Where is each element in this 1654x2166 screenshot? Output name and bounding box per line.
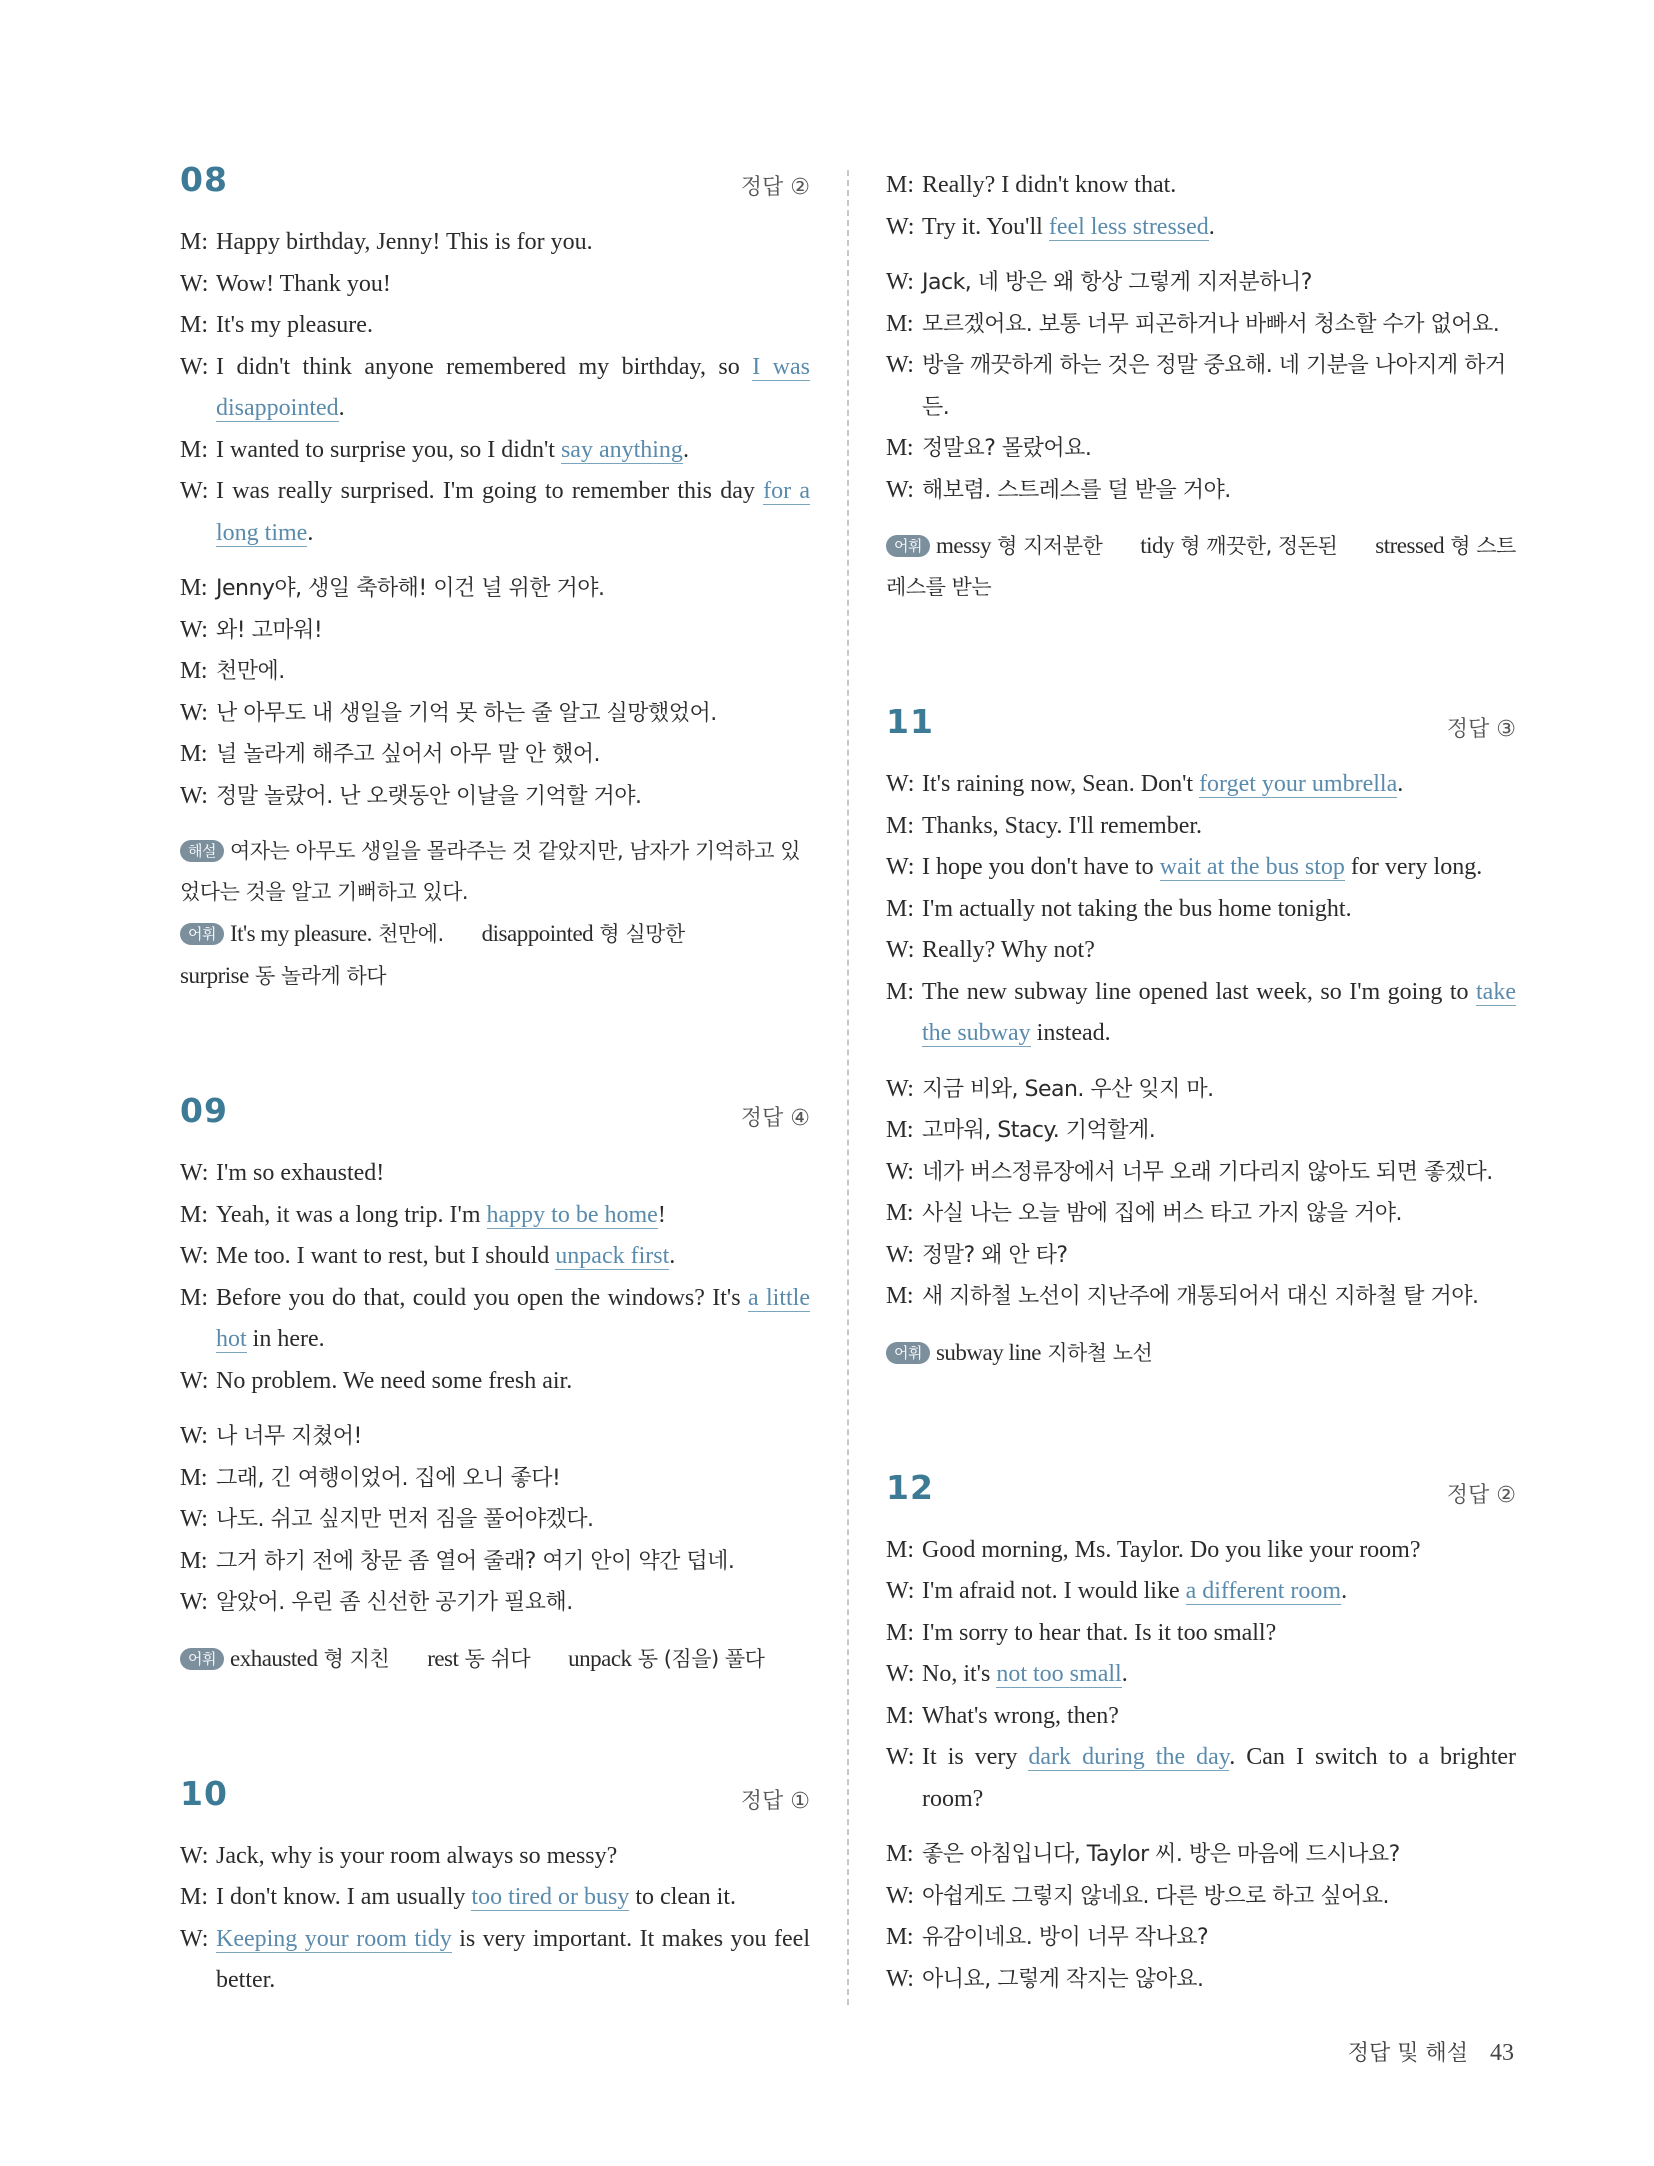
- dialogue-line: W: I was really surprised. I'm going to remember this day for a long time.: [180, 478, 811, 546]
- vocab-tag: 어휘: [180, 1648, 224, 1670]
- answer-key: 정답 ②: [740, 175, 810, 200]
- fill-in-blank: I was disappointed: [216, 353, 810, 421]
- question-10: [180, 1774, 810, 2002]
- translation-line: W: 네가 버스정류장에서 너무 오래 기다리지 않아도 되면 좋겠다.: [886, 1158, 1493, 1185]
- dialogue-line: M: I'm sorry to hear that. Is it too small?: [886, 1619, 1277, 1646]
- dialogue-line: M: I don't know. I am usually too tired or busy to clean it.: [180, 1884, 737, 1910]
- dialogue-line: W: I'm afraid not. I would like a different room.: [886, 1578, 1348, 1604]
- question-08: [180, 160, 810, 997]
- translation-line: W: 나도. 쉬고 싶지만 먼저 짐을 풀어야겠다.: [180, 1506, 594, 1532]
- fill-in-blank: not too small: [996, 1661, 1122, 1687]
- fill-in-blank: forget your umbrella: [1199, 771, 1398, 797]
- dialogue-line: W: Keeping your room tidy is very important. It makes you feel better.: [180, 1925, 810, 1993]
- translation-line: M: 그거 하기 전에 창문 좀 열어 줄래? 여기 안이 약간 덥네.: [180, 1547, 735, 1574]
- vocabulary: 어휘 subway line 지하철 노선: [886, 1332, 1516, 1374]
- fill-in-blank: too tired or busy: [471, 1884, 630, 1910]
- translation-line: M: 좋은 아침입니다, Taylor 씨. 방은 마음에 드시나요?: [886, 1841, 1400, 1867]
- dialogue-line: W: I'm so exhausted!: [180, 1160, 385, 1186]
- answer-key: 정답 ②: [1446, 1482, 1516, 1508]
- translation-line: W: 지금 비와, Sean. 우산 잊지 마.: [886, 1075, 1214, 1102]
- dialogue-line: M: Really? I didn't know that.: [886, 172, 1177, 198]
- dialogue-line: M: Happy birthday, Jenny! This is for you.: [180, 229, 593, 255]
- translation-line: W: 방을 깨끗하게 하는 것은 정말 중요해. 네 기분을 나아지게 하거든.: [886, 352, 1506, 420]
- dialogue-line: W: It's raining now, Sean. Don't forget your umbrella.: [886, 771, 1404, 797]
- dialogue-line: W: I hope you don't have to wait at the bus stop for very long.: [886, 854, 1483, 880]
- translation-line: M: 정말요? 몰랐어요.: [886, 435, 1092, 461]
- answer-key: 정답 ④: [740, 1106, 810, 1131]
- vocabulary: 어휘 messy 형 지저분한 tidy 형 깨끗한, 정돈된 stressed 형 스트레스를 받는: [886, 533, 1516, 599]
- dialogue-line: M: Thanks, Stacy. I'll remember.: [886, 812, 1203, 839]
- question-12: [886, 1468, 1516, 2001]
- dialogue-line: W: It is very dark during the day. Can I switch to a brighter room?: [886, 1744, 1517, 1812]
- fill-in-blank: Keeping your room tidy: [216, 1925, 452, 1952]
- column-divider: [847, 170, 849, 2005]
- question-header: [180, 1774, 810, 1836]
- question-number: 12: [886, 1467, 934, 1507]
- translation-line: M: 널 놀라게 해주고 싶어서 아무 말 안 했어.: [180, 741, 600, 767]
- dialogue-line: W: Really? Why not?: [886, 937, 1095, 963]
- answer-key: 정답 ③: [1446, 717, 1516, 742]
- dialogue-line: M: The new subway line opened last week, so I'm going to take the subway instead.: [886, 978, 1516, 1046]
- footer-label: 정답 및 해설: [1347, 2041, 1468, 2066]
- dialogue-line: M: I'm actually not taking the bus home tonight.: [886, 895, 1352, 922]
- translation-line: M: 천만에.: [180, 658, 285, 684]
- translation-line: W: 정말 놀랐어. 난 오랫동안 이날을 기억할 거야.: [180, 782, 642, 809]
- vocab-tag: 어휘: [886, 535, 930, 557]
- translation-line: W: 알았어. 우린 좀 신선한 공기가 필요해.: [180, 1589, 573, 1615]
- vocab-tag: 어휘: [180, 923, 224, 945]
- translation-line: W: 와! 고마워!: [180, 616, 323, 643]
- fill-in-blank: wait at the bus stop: [1159, 854, 1345, 880]
- question-header: [180, 160, 810, 222]
- question-header: [886, 702, 1516, 764]
- fill-in-blank: a different room: [1185, 1578, 1342, 1604]
- question-header: [886, 1468, 1516, 1530]
- dialogue-line: M: Before you do that, could you open the windows? It's a little hot in here.: [180, 1284, 810, 1352]
- dialogue-line: M: I wanted to surprise you, so I didn't say anything.: [180, 436, 689, 463]
- dialogue-line: W: No problem. We need some fresh air.: [180, 1367, 573, 1394]
- question-number: 08: [180, 160, 228, 199]
- dialogue-line: M: What's wrong, then?: [886, 1702, 1119, 1729]
- dialogue-line: W: Jack, why is your room always so messy?: [180, 1842, 618, 1869]
- translation-line: W: 정말? 왜 안 타?: [886, 1241, 1068, 1268]
- fill-in-blank: for a long time: [216, 478, 811, 546]
- question-number: 10: [180, 1773, 228, 1813]
- fill-in-blank: take the subway: [922, 978, 1516, 1046]
- translation-line: M: 고마워, Stacy. 기억할게.: [886, 1117, 1156, 1143]
- translation-line: M: 사실 나는 오늘 밤에 집에 버스 타고 가지 않을 거야.: [886, 1200, 1402, 1226]
- fill-in-blank: say anything: [560, 436, 683, 463]
- translation-line: M: 모르겠어요. 보통 너무 피곤하거나 바빠서 청소할 수가 없어요.: [886, 310, 1500, 337]
- translation-line: W: 나 너무 지쳤어!: [180, 1423, 362, 1449]
- explanation: 해설 여자는 아무도 생일을 몰라주는 것 같았지만, 남자가 기억하고 있었다는 것을 알고 기뻐하고 있다.: [180, 839, 800, 904]
- question-header: [180, 1091, 810, 1153]
- translation-line: M: 유감이네요. 방이 너무 작나요?: [886, 1924, 1209, 1950]
- translation-line: W: 해보렴. 스트레스를 덜 받을 거야.: [886, 476, 1231, 503]
- translation-line: M: Jenny야, 생일 축하해! 이건 널 위한 거야.: [180, 575, 605, 601]
- translation-line: W: Jack, 네 방은 왜 항상 그렇게 지저분하니?: [886, 269, 1312, 295]
- dialogue-line: M: It's my pleasure.: [180, 312, 373, 338]
- vocabulary: 어휘 It's my pleasure. 천만에. disappointed 형 실망한 surprise 동 놀라게 하다: [180, 921, 685, 988]
- dialogue-line: M: Good morning, Ms. Taylor. Do you like your room?: [886, 1536, 1421, 1563]
- translation-line: M: 새 지하철 노선이 지난주에 개통되어서 대신 지하철 탈 거야.: [886, 1283, 1479, 1309]
- dialogue-line: W: I didn't think anyone remembered my birthday, so I was disappointed.: [180, 353, 810, 421]
- fill-in-blank: dark during the day: [1028, 1744, 1230, 1770]
- fill-in-blank: a little hot: [216, 1284, 810, 1352]
- explanation-tag: 해설: [180, 840, 224, 862]
- fill-in-blank: happy to be home: [486, 1201, 658, 1228]
- dialogue-line: W: Wow! Thank you!: [180, 270, 391, 297]
- translation-line: W: 아쉽게도 그렇지 않네요. 다른 방으로 하고 싶어요.: [886, 1882, 1389, 1909]
- left-column: [180, 160, 810, 2002]
- vocab-tag: 어휘: [886, 1342, 930, 1364]
- dialogue-line: M: Yeah, it was a long trip. I'm happy to be home!: [180, 1201, 666, 1228]
- page-footer: [1348, 2036, 1514, 2067]
- right-column: [886, 165, 1516, 2000]
- dialogue-line: W: No, it's not too small.: [886, 1661, 1128, 1687]
- fill-in-blank: unpack first: [555, 1243, 670, 1269]
- translation-line: W: 아니요, 그렇게 작지는 않아요.: [886, 1965, 1204, 1992]
- dialogue-line: W: Me too. I want to rest, but I should unpack first.: [180, 1243, 676, 1269]
- dialogue-line: W: Try it. You'll feel less stressed.: [886, 213, 1215, 240]
- fill-in-blank: feel less stressed: [1048, 213, 1209, 240]
- question-number: 09: [180, 1091, 228, 1130]
- question-10-continued: [886, 165, 1516, 608]
- question-number: 11: [886, 702, 934, 741]
- vocabulary: 어휘 exhausted 형 지친 rest 동 쉬다 unpack 동 (짐을) 풀다: [180, 1638, 810, 1680]
- question-11: [886, 702, 1516, 1374]
- translation-line: W: 난 아무도 내 생일을 기억 못 하는 줄 알고 실망했었어.: [180, 699, 717, 726]
- question-09: [180, 1091, 810, 1680]
- answer-key: 정답 ①: [740, 1788, 810, 1814]
- translation-line: M: 그래, 긴 여행이었어. 집에 오니 좋다!: [180, 1464, 561, 1491]
- page-number: 43: [1490, 2040, 1514, 2066]
